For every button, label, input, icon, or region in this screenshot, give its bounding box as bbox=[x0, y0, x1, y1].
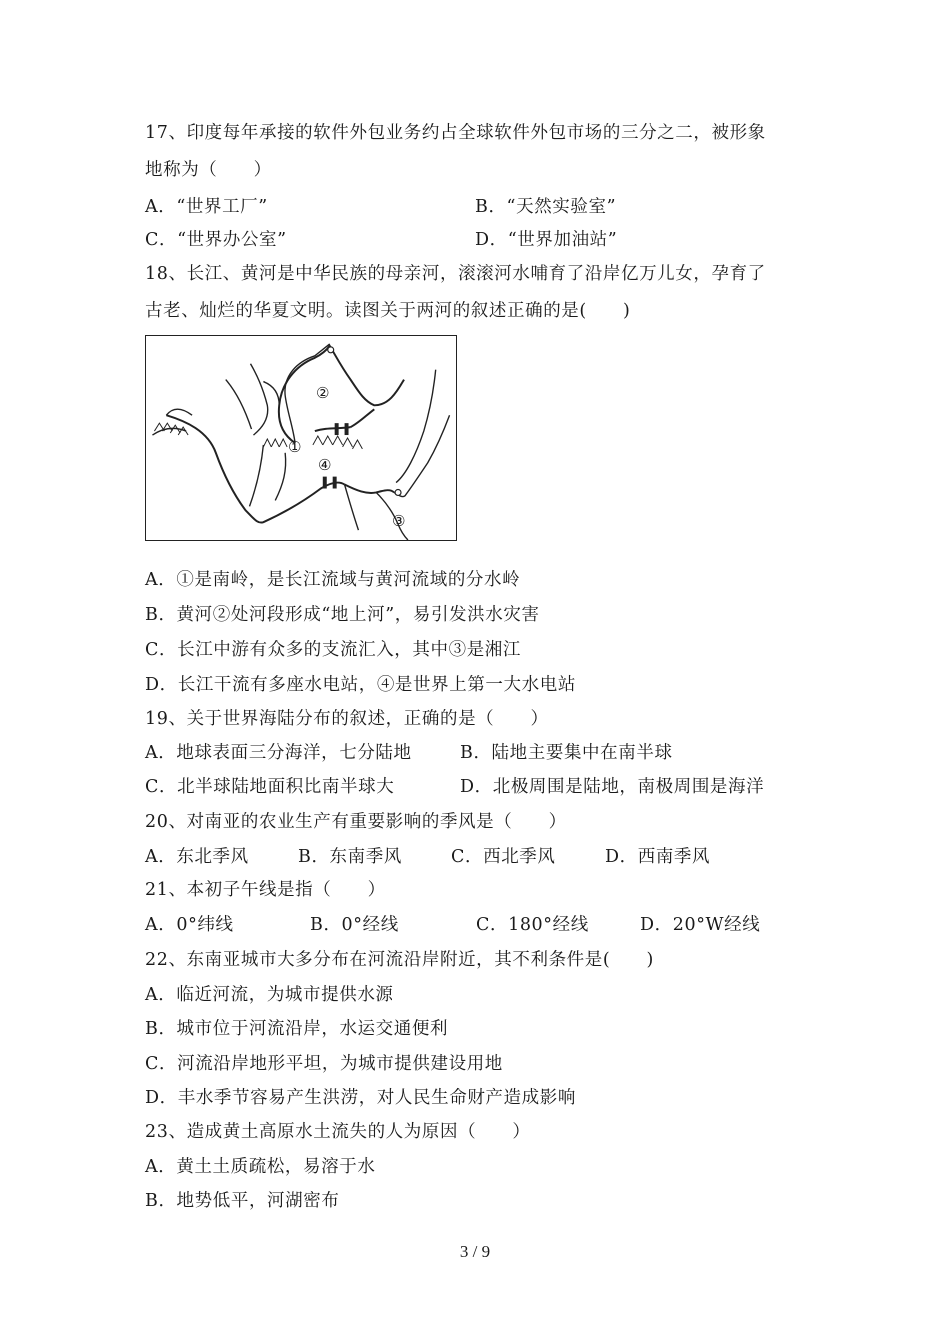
q17-option-a: A．“世界工厂” bbox=[145, 197, 268, 217]
q17-option-b: B．“天然实验室” bbox=[475, 197, 617, 217]
q18-option-d: D．长江干流有多座水电站，④是世界上第一大水电站 bbox=[145, 675, 576, 695]
q19-option-c: C．北半球陆地面积比南半球大 bbox=[145, 777, 395, 797]
q20-option-d: D．西南季风 bbox=[605, 847, 711, 867]
map-label-1: ① bbox=[288, 438, 302, 456]
q20-option-b: B．东南季风 bbox=[298, 847, 402, 867]
q18-option-b: B．黄河②处河段形成“地上河”，易引发洪水灾害 bbox=[145, 605, 540, 625]
q21-stem: 21、本初子午线是指（ ） bbox=[145, 880, 386, 900]
q21-option-d: D．20°W经线 bbox=[640, 915, 761, 935]
page-number: 3 / 9 bbox=[459, 1242, 491, 1261]
q18-option-c: C．长江中游有众多的支流汇入，其中③是湘江 bbox=[145, 640, 521, 660]
q18-stem-line1: 18、长江、黄河是中华民族的母亲河，滚滚河水哺育了沿岸亿万儿女，孕育了 bbox=[145, 264, 766, 284]
q17-option-d: D．“世界加油站” bbox=[475, 230, 618, 250]
q22-option-c: C．河流沿岸地形平坦，为城市提供建设用地 bbox=[145, 1054, 503, 1074]
q19-stem: 19、关于世界海陆分布的叙述，正确的是（ ） bbox=[145, 709, 549, 729]
q23-option-a: A．黄土土质疏松，易溶于水 bbox=[145, 1157, 376, 1177]
q20-stem: 20、对南亚的农业生产有重要影响的季风是（ ） bbox=[145, 812, 567, 832]
map-label-2: ② bbox=[316, 384, 330, 402]
q19-option-b: B．陆地主要集中在南半球 bbox=[460, 743, 673, 763]
q19-option-d: D．北极周围是陆地，南极周围是海洋 bbox=[460, 777, 765, 797]
q20-option-a: A．东北季风 bbox=[145, 847, 249, 867]
q22-option-d: D．丰水季节容易产生洪涝，对人民生命财产造成影响 bbox=[145, 1088, 576, 1108]
q23-stem: 23、造成黄土高原水土流失的人为原因（ ） bbox=[145, 1122, 531, 1142]
q17-stem-line1: 17、印度每年承接的软件外包业务约占全球软件外包市场的三分之二，被形象 bbox=[145, 123, 766, 143]
map-label-4: ④ bbox=[318, 456, 332, 474]
q17-stem-line2: 地称为（ ） bbox=[145, 160, 272, 180]
q22-option-b: B．城市位于河流沿岸，水运交通便利 bbox=[145, 1019, 449, 1039]
q18-stem-line2: 古老、灿烂的华夏文明。读图关于两河的叙述正确的是( ) bbox=[145, 301, 631, 321]
river-map-figure bbox=[145, 335, 457, 541]
q18-option-a: A．①是南岭，是长江流域与黄河流域的分水岭 bbox=[145, 570, 521, 590]
map-label-3: ③ bbox=[392, 512, 406, 530]
q20-option-c: C．西北季风 bbox=[451, 847, 556, 867]
q22-stem: 22、东南亚城市大多分布在河流沿岸附近，其不利条件是( ) bbox=[145, 950, 654, 970]
q19-option-a: A．地球表面三分海洋，七分陆地 bbox=[145, 743, 412, 763]
q22-option-a: A．临近河流，为城市提供水源 bbox=[145, 985, 394, 1005]
q17-option-c: C．“世界办公室” bbox=[145, 230, 287, 250]
q21-option-b: B．0°经线 bbox=[310, 915, 399, 935]
q21-option-c: C．180°经线 bbox=[476, 915, 589, 935]
q21-option-a: A．0°纬线 bbox=[145, 915, 234, 935]
q23-option-b: B．地势低平，河湖密布 bbox=[145, 1191, 340, 1211]
